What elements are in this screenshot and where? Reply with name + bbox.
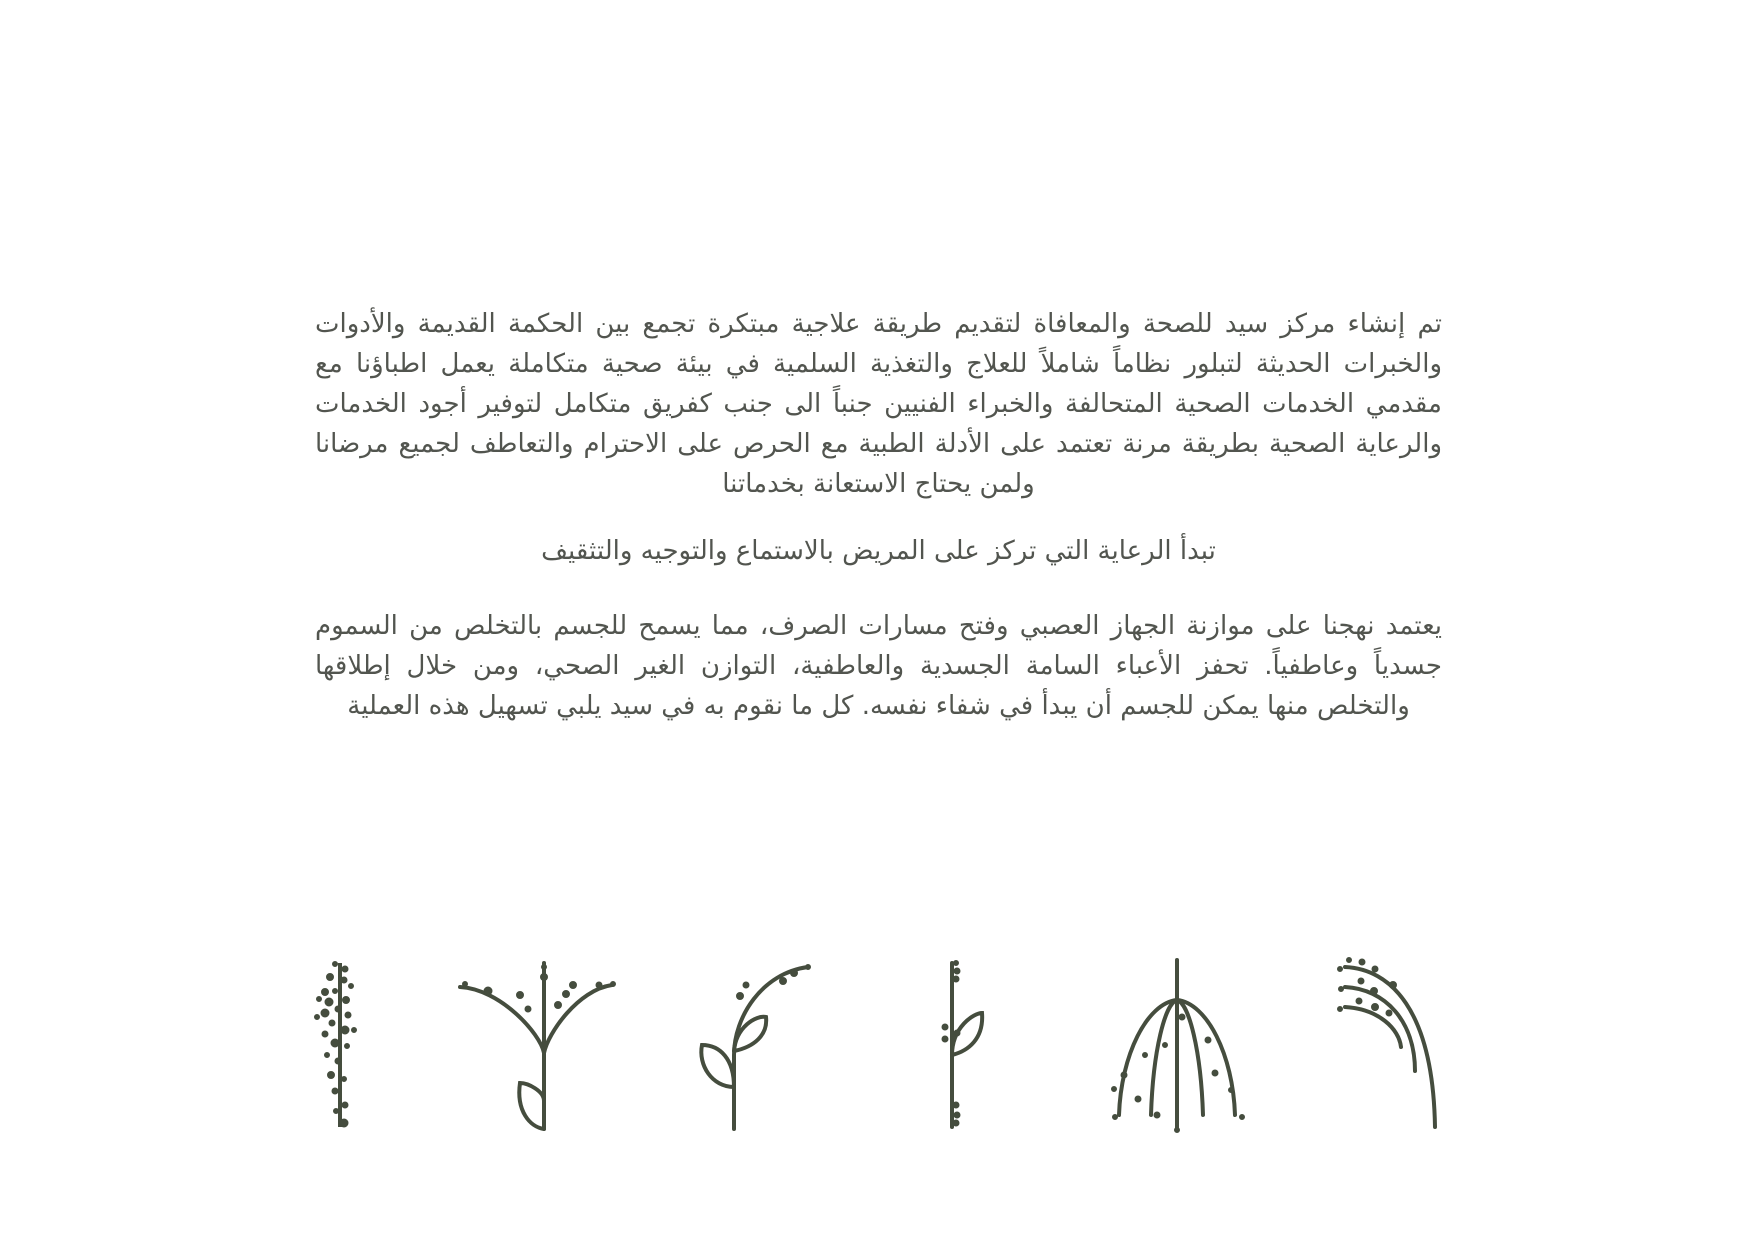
care-approach-line: تبدأ الرعاية التي تركز على المريض بالاستماع والتوجيه والتثقيف [541,536,1216,566]
single-leaf-stem-icon [940,955,1000,1130]
branching-plant-icon [460,955,620,1130]
intro-paragraph: تم إنشاء مركز سيد للصحة والمعافاة لتقديم طريقة علاجية مبتكرة تجمع بين الحكمة القديمة والأدوات والخبرات الحديثة لتبلور نظاماً شاملاً للعلاج والتغذية السلمية في بيئة صحية متكاملة يعمل اطباؤنا مع مقدمي الخدمات الصحية المتحالفة والخبراء الفنيين جنباً الى جنب كفريق متكامل لتوفير أجود الخدمات والرعاية الصحية بطريقة مرنة تعتمد على الأدلة الطبية مع الحرص على الاحترام والتعاطف لجميع مرضانا ولمن يحتاج الاستعانة بخدماتنا [315,309,1442,499]
botanical-icon-row [300,955,1460,1130]
dotted-stem-icon [300,955,360,1130]
leaf-sprout-icon [700,955,820,1130]
method-paragraph: يعتمد نهجنا على موازنة الجهاز العصبي وفتح مسارات الصرف، مما يسمح للجسم بالتخلص من السموم جسدياً وعاطفياً. تحفز الأعباء السامة الجسدية والعاطفية، التوازن الغير الصحي، ومن خلال إطلاقها والتخلص منها يمكن للجسم أن يبدأ في شفاء نفسه. كل ما نقوم به في سيد يلبي تسهيل هذه العملية [315,611,1442,721]
dome-arches-icon [1105,955,1255,1130]
quarter-arcs-icon [1335,955,1445,1130]
